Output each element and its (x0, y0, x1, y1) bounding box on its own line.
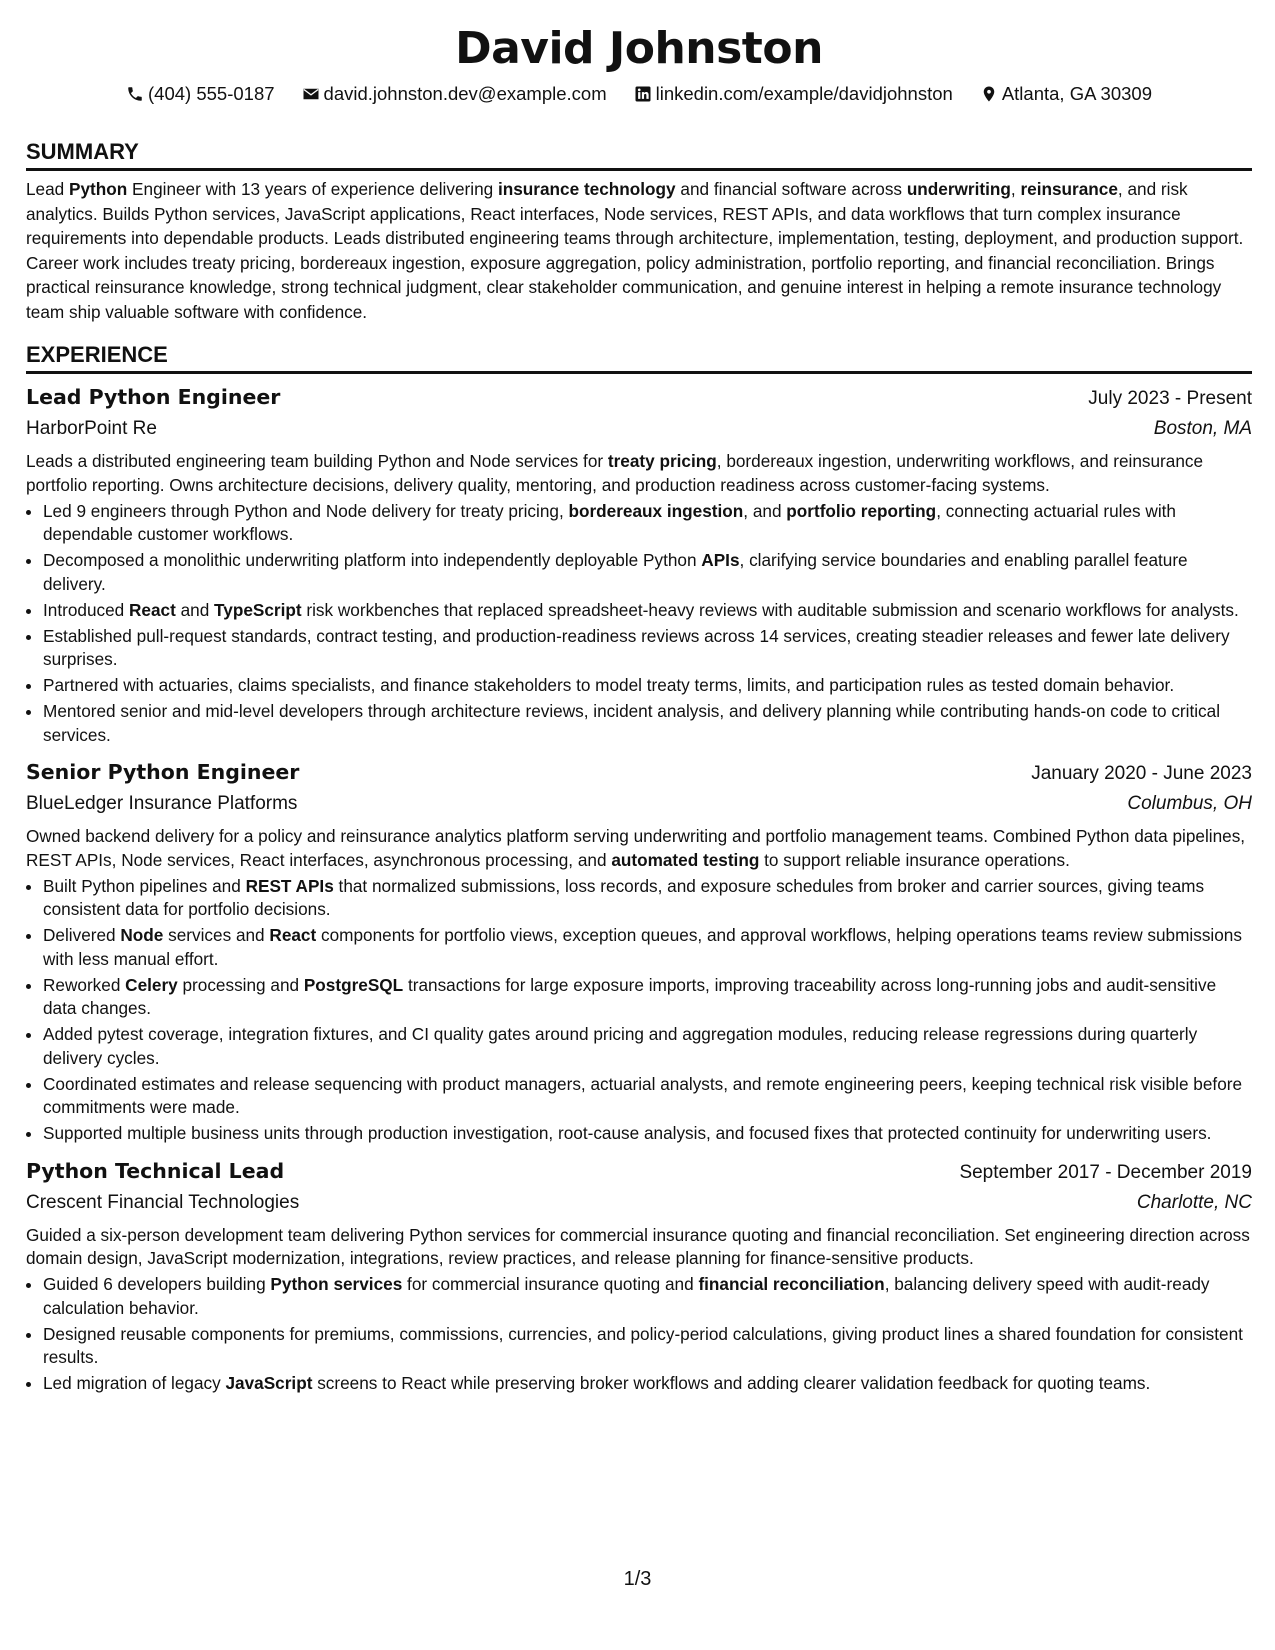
job-bullets (26, 875, 1252, 1146)
experience-heading: EXPERIENCE (26, 341, 1252, 374)
linkedin-link[interactable]: linkedin.com/example/davidjohnston (655, 83, 953, 104)
job-bullet: • Built Python pipelines and REST APIs that normalized submissions, loss records, and exposure schedules from broker and carrier sources, giving teams consistent data for portfolio decisions. (43, 875, 1252, 922)
bold-term: bordereaux ingestion (568, 500, 744, 521)
bold-term: Celery (125, 974, 178, 995)
job-bullet: • Guided 6 developers building Python services for commercial insurance quoting and financial reconciliation, balancing delivery speed with audit-ready calculation behavior. (43, 1273, 1252, 1320)
job-header (26, 382, 1252, 414)
job-dates: September 2017 - December 2019 (959, 1161, 1252, 1183)
bold-term: treaty pricing (607, 451, 717, 471)
job-description: Owned backend delivery for a policy and reinsurance analytics platform serving underwriting and portfolio management teams. Combined Python data pipelines, REST APIs, Node services, React interfaces, asynchronous processing, and automated testing to support reliable insurance operations. (26, 826, 1246, 870)
company-name: BlueLedger Insurance Platforms (26, 793, 298, 814)
bold-term: React (269, 925, 317, 945)
job-bullet: • Delivered Node services and React components for portfolio views, exception queues, and approval workflows, helping operations teams review submissions with less manual effort. (43, 924, 1252, 971)
bold-term: insurance technology (497, 179, 676, 199)
job-bullet: • Established pull-request standards, contract testing, and production-readiness reviews across 14 services, creating steadier releases and fewer late delivery surprises. (43, 625, 1252, 672)
bold-term: APIs (701, 550, 740, 570)
job-subheader (26, 789, 1252, 819)
company-name: HarborPoint Re (26, 418, 157, 439)
job-bullet: • Designed reusable components for premiums, commissions, currencies, and policy-period calculations, giving product lines a shared foundation for consistent results. (43, 1323, 1252, 1370)
job-location: Boston, MA (1153, 418, 1252, 439)
bold-term: Python services (270, 1274, 403, 1294)
job-bullet: • Led migration of legacy JavaScript screens to React while preserving broker workflows and adding clearer validation feedback for quoting teams. (43, 1372, 1252, 1396)
contact-location (980, 82, 1152, 106)
bold-term: TypeScript (214, 599, 302, 620)
job-entry (26, 1156, 1252, 1396)
bold-term: reinsurance (1020, 179, 1118, 199)
bold-term: React (129, 599, 176, 620)
job-bullet: • Added pytest coverage, integration fixtures, and CI quality gates around pricing and aggregation modules, reducing release regressions during quarterly delivery cycles. (43, 1023, 1252, 1070)
bold-term: REST APIs (245, 875, 334, 896)
job-bullet: • Introduced React and TypeScript risk workbenches that replaced spreadsheet-heavy reviews with auditable submission and scenario workflows for analysts. (43, 599, 1252, 623)
job-subheader (26, 414, 1252, 444)
bold-term: underwriting (906, 179, 1011, 199)
job-location: Columbus, OH (1127, 793, 1252, 814)
candidate-name: David Johnston (455, 23, 823, 74)
contact-email[interactable] (302, 82, 607, 106)
contact-bar (26, 82, 1252, 106)
job-bullet: • Decomposed a monolithic underwriting platform into independently deployable Python APIs, clarifying service boundaries and enabling parallel feature delivery. (43, 549, 1252, 596)
job-bullets (26, 500, 1252, 748)
job-bullet: • Coordinated estimates and release sequencing with product managers, actuarial analysts, and remote engineering peers, keeping technical risk visible before commitments were made. (43, 1073, 1252, 1120)
job-bullet: • Supported multiple business units through production investigation, root-cause analysis, and focused fixes that protected continuity for underwriting users. (43, 1122, 1252, 1146)
email-link[interactable]: david.johnston.dev@example.com (323, 83, 607, 104)
linkedin-icon (634, 85, 652, 103)
bold-term: financial reconciliation (698, 1274, 885, 1294)
page-number: 1/3 (623, 1568, 652, 1590)
phone-icon (126, 85, 144, 103)
summary-text: Lead Python Engineer with 13 years of experience delivering insurance technology and financial software across underwriting, reinsurance, and risk analytics. Builds Python services, JavaScript applications, React interfaces, Node services, REST APIs, and data workflows that turn complex insurance requirements into dependable products. Leads distributed engineering teams through architecture, implementation, testing, deployment, and production support. Career work includes treaty pricing, bordereaux ingestion, exposure aggregation, policy administration, portfolio reporting, and financial reconciliation. Brings practical reinsurance knowledge, strong technical judgment, clear stakeholder communication, and genuine interest in helping a remote insurance technology team ship valuable software with confidence. (26, 179, 1244, 322)
envelope-icon (302, 85, 320, 103)
job-entry (26, 757, 1252, 1146)
job-title: Senior Python Engineer (26, 760, 300, 784)
job-bullet: • Partnered with actuaries, claims specialists, and finance stakeholders to model treaty terms, limits, and participation rules as tested domain behavior. (43, 674, 1252, 698)
contact-linkedin[interactable] (634, 82, 953, 106)
experience-list (26, 382, 1252, 1396)
job-subheader (26, 1188, 1252, 1218)
job-location: Charlotte, NC (1136, 1191, 1252, 1213)
job-description: Guided a six-person development team delivering Python services for commercial insurance quoting and financial reconciliation. Set engineering direction across domain design, JavaScript modernization, integrations, review practices, and release planning for finance-sensitive products. (26, 1224, 1250, 1268)
company-name: Crescent Financial Technologies (26, 1191, 300, 1213)
job-entry (26, 382, 1252, 747)
bold-term: JavaScript (225, 1373, 313, 1393)
job-header (26, 757, 1252, 789)
map-pin-icon (980, 85, 998, 103)
job-title: Lead Python Engineer (26, 385, 281, 409)
resume-page (26, 22, 1252, 1396)
summary-heading: SUMMARY (26, 138, 1252, 171)
job-bullets (26, 1273, 1252, 1396)
bold-term: Node (120, 925, 164, 945)
job-description: Leads a distributed engineering team building Python and Node services for treaty pricing, bordereaux ingestion, underwriting workflows, and reinsurance portfolio reporting. Owns architecture decisions, delivery quality, mentoring, and production readiness across customer-facing systems. (26, 451, 1204, 495)
bold-term: PostgreSQL (303, 974, 404, 995)
phone-text: (404) 555-0187 (148, 83, 275, 104)
job-header (26, 1156, 1252, 1188)
job-dates: January 2020 - June 2023 (1031, 763, 1252, 784)
job-bullet: • Reworked Celery processing and PostgreSQL transactions for large exposure imports, improving traceability across long-running jobs and audit-sensitive data changes. (43, 974, 1252, 1021)
contact-phone (126, 82, 275, 106)
job-dates: July 2023 - Present (1088, 388, 1252, 409)
bold-term: automated testing (611, 849, 760, 870)
location-text: Atlanta, GA 30309 (1001, 83, 1152, 104)
job-title: Python Technical Lead (26, 1158, 285, 1183)
job-bullet: • Led 9 engineers through Python and Node delivery for treaty pricing, bordereaux ingestion, and portfolio reporting, connecting actuarial rules with dependable customer workflows. (43, 500, 1252, 547)
bold-term: portfolio reporting (786, 500, 937, 521)
bold-term: Python (69, 179, 128, 199)
job-bullet: • Mentored senior and mid-level developers through architecture reviews, incident analysis, and delivery planning while contributing hands-on code to critical services. (43, 700, 1252, 747)
